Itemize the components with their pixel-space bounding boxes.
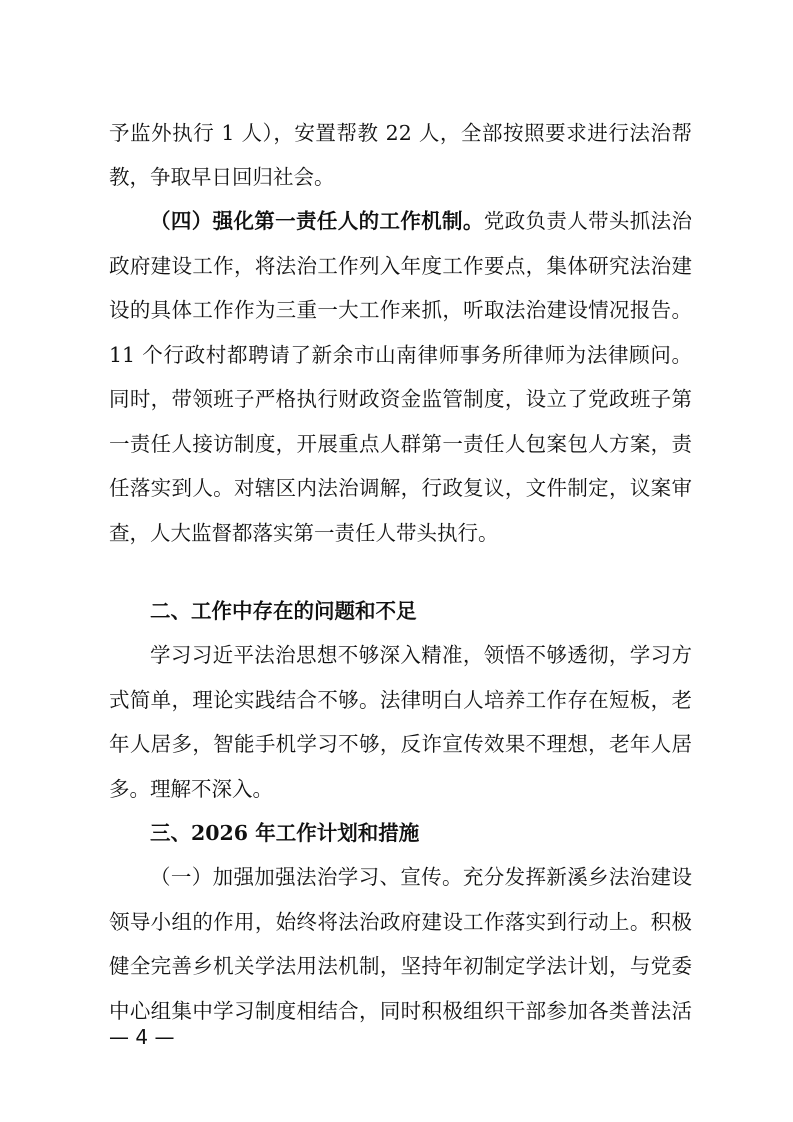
section-heading: 三、2026 年工作计划和措施 [150, 821, 420, 845]
paragraph-line: 一责任人接访制度，开展重点人群第一责任人包案包人方案，责 [109, 432, 692, 456]
paragraph-line: 任落实到人。对辖区内法治调解，行政复议，文件制定，议案审 [109, 476, 692, 500]
paragraph-line: 政府建设工作，将法治工作列入年度工作要点，集体研究法治建 [109, 254, 692, 278]
paragraph-line: 查，人大监督都落实第一责任人带头执行。 [109, 521, 499, 545]
paragraph-line: 健全完善乡机关学法用法机制，坚持年初制定学法计划，与党委 [109, 954, 692, 978]
paragraph-first-line: 学习习近平法治思想不够深入精准，领悟不够透彻，学习方 [150, 643, 692, 667]
paragraph-line: 11 个行政村都聘请了新余市山南律师事务所律师为法律顾问。 [109, 343, 692, 367]
paragraph-line: 同时，带领班子严格执行财政资金监管制度，设立了党政班子第 [109, 387, 692, 411]
paragraph-line: 设的具体工作作为三重一大工作来抓，听取法治建设情况报告。 [109, 298, 692, 322]
paragraph-line: 予监外执行 1 人），安置帮教 22 人，全部按照要求进行法治帮 [109, 121, 692, 145]
page-number: — 4 — [109, 1025, 175, 1049]
paragraph-text: 党政负责人带头抓法治 [483, 209, 693, 233]
subsection-heading: （四）强化第一责任人的工作机制。 [150, 209, 484, 233]
paragraph-line: 式简单，理论实践结合不够。法律明白人培养工作存在短板，老 [109, 688, 692, 712]
paragraph-line: 领导小组的作用，始终将法治政府建设工作落实到行动上。积极 [109, 910, 692, 934]
paragraph-line: 多。理解不深入。 [109, 777, 273, 801]
paragraph-line: 中心组集中学习制度相结合，同时积极组织干部参加各类普法活 [109, 999, 692, 1023]
section-heading: 二、工作中存在的问题和不足 [150, 599, 417, 623]
paragraph-line: 年人居多，智能手机学习不够，反诈宣传效果不理想，老年人居 [109, 732, 692, 756]
paragraph-line: 教，争取早日回归社会。 [109, 165, 335, 189]
paragraph-first-line [150, 206, 692, 236]
paragraph-first-line: （一）加强加强法治学习、宣传。充分发挥新溪乡法治建设 [150, 865, 692, 889]
